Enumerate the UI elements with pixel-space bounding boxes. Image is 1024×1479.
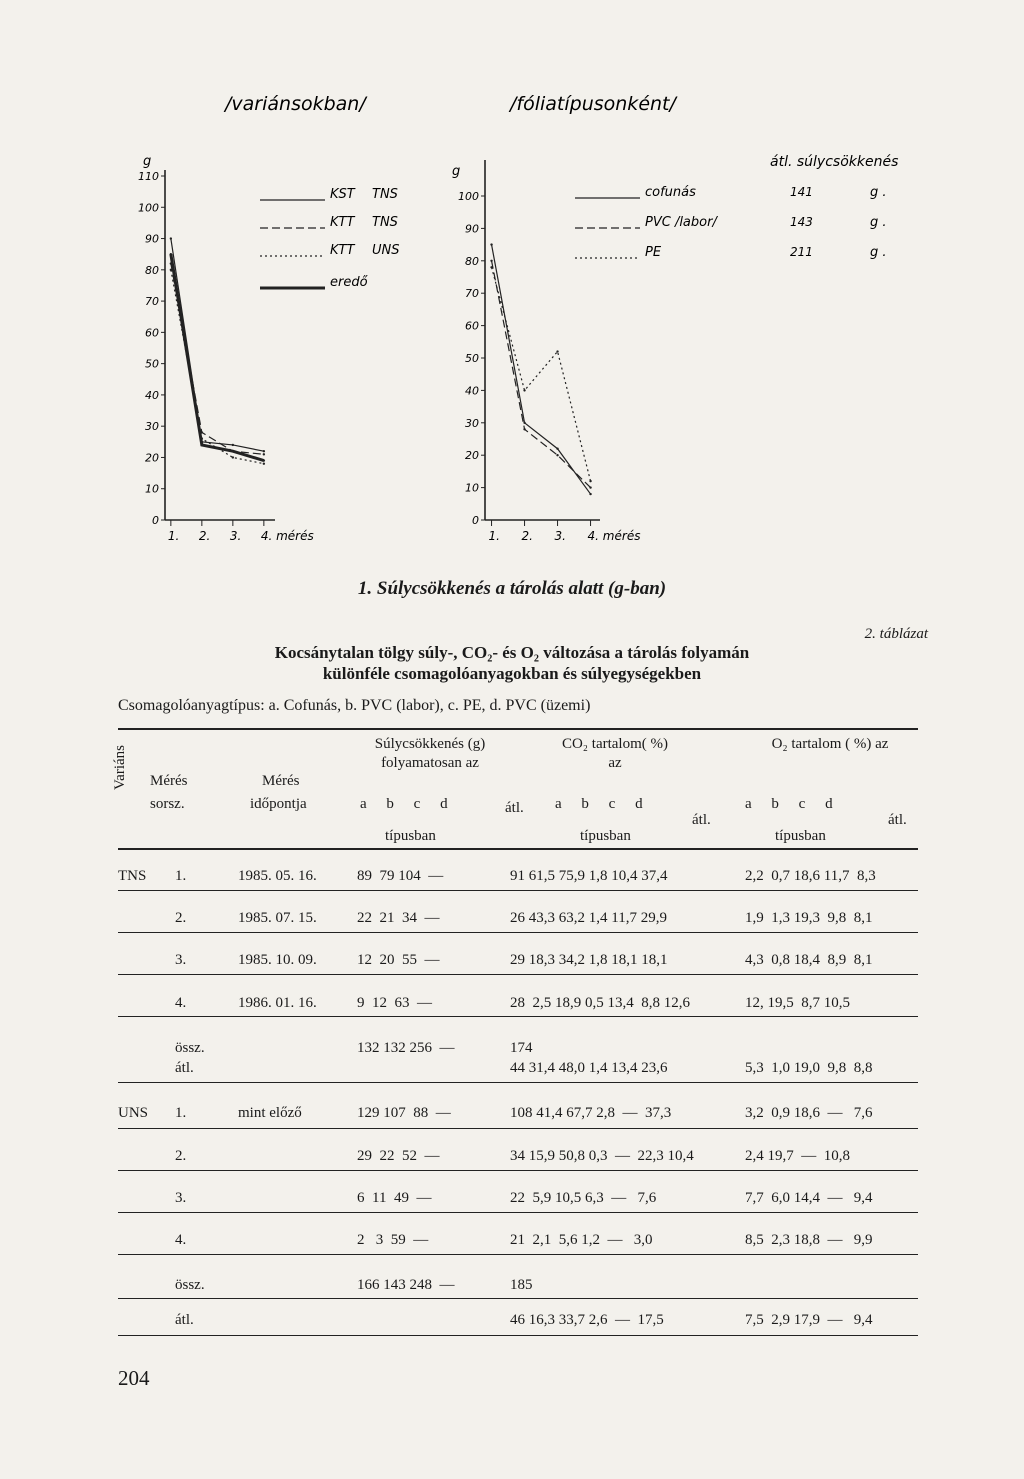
series-line (492, 267, 591, 481)
row-no: 3. (175, 1190, 187, 1206)
header-o2-1: O₂ tartalom ( %) az (771, 736, 889, 752)
chart2-title: /fóliatípusonként/ (510, 93, 676, 115)
legend-name: PVC /labor/ (645, 215, 717, 230)
legend-variant: TNS (372, 187, 398, 202)
data-point (263, 450, 265, 452)
y-tick-label: 90 (465, 222, 479, 236)
header-weight-abcd: a b c d (360, 796, 448, 812)
row-o2: 7,5 2,9 17,9 — 9,4 (745, 1312, 873, 1328)
row-o2: 8,5 2,3 18,8 — 9,9 (745, 1232, 873, 1248)
chart1-title: /variánsokban/ (225, 93, 366, 115)
row-o2: 5,3 1,0 19,0 9,8 8,8 (745, 1060, 873, 1076)
x-tick-label: 3. (229, 529, 242, 543)
y-tick-label: 0 (152, 514, 159, 527)
page-number: 204 (118, 1366, 150, 1390)
y-tick-label: 10 (145, 482, 159, 496)
row-weight: 6 11 49 — (357, 1190, 432, 1206)
legend-name: PE (645, 245, 662, 260)
row-no: össz. (175, 1277, 205, 1293)
row-weight: 166 143 248 — (357, 1277, 455, 1293)
legend-code: KTT (330, 243, 355, 258)
legend-variant: UNS (372, 243, 400, 258)
legend-value: 141 (790, 185, 813, 199)
y-tick-label: 60 (145, 326, 159, 340)
y-tick-label: 70 (145, 295, 159, 309)
data-point (232, 450, 234, 452)
y-tick-label: 110 (138, 170, 159, 183)
header-sorsz: sorsz. (150, 796, 185, 812)
legend-unit: g . (870, 245, 887, 260)
chart-variants (138, 93, 400, 543)
y-tick-label: 100 (458, 190, 479, 203)
header-weight-tipusban: típusban (385, 828, 436, 844)
row-no: átl. (175, 1060, 194, 1076)
header-idopont: időpontja (250, 796, 307, 812)
legend-unit: g . (870, 185, 887, 200)
series-line (492, 261, 591, 488)
row-co2: 21 2,1 5,6 1,2 — 3,0 (510, 1232, 653, 1248)
row-weight: 129 107 88 — (357, 1105, 451, 1121)
y-tick-label: 0 (472, 514, 479, 527)
data-point (523, 389, 525, 391)
series-line (171, 264, 264, 455)
data-point (523, 422, 525, 424)
y-tick-label: 100 (138, 201, 159, 215)
header-o2-tipusban: típusban (775, 828, 826, 844)
header-o2-abcd: a b c d (745, 796, 833, 812)
series-line (492, 245, 591, 494)
row-no: 2. (175, 1148, 187, 1164)
row-weight: 29 22 52 — (357, 1148, 440, 1164)
row-weight: 22 21 34 — (357, 910, 440, 926)
row-co2: 185 (510, 1277, 533, 1293)
header-co2-tipusban: típusban (580, 828, 631, 844)
row-date: 1985. 10. 09. (238, 952, 317, 968)
row-no: 1. (175, 1105, 187, 1121)
legend-variant: TNS (372, 215, 398, 230)
table-top-rule (118, 728, 918, 730)
row-no: össz. (175, 1040, 205, 1056)
y-tick-label: 90 (145, 232, 159, 246)
header-co2-atl: átl. (692, 812, 711, 828)
row-rule (118, 974, 918, 975)
row-date: mint előző (238, 1105, 302, 1121)
figure-charts (0, 0, 1024, 560)
x-tick-label: 4. mérés (587, 529, 641, 543)
row-variant: TNS (118, 868, 147, 884)
row-o2: 3,2 0,9 18,6 — 7,6 (745, 1105, 873, 1121)
row-o2: 12, 19,5 8,7 10,5 (745, 995, 850, 1011)
table-header-rule (118, 848, 918, 850)
data-point (263, 463, 265, 465)
x-tick-label: 1. (488, 529, 501, 543)
table-title-line1: Kocsánytalan tölgy súly-, CO₂- és O₂ változása a tárolás folyamán (274, 643, 750, 662)
data-point (556, 350, 558, 352)
row-co2: 29 18,3 34,2 1,8 18,1 18,1 (510, 952, 668, 968)
chart1-unit: g (143, 154, 152, 169)
row-date: 1986. 01. 16. (238, 995, 317, 1011)
data-point (263, 459, 265, 461)
row-rule (118, 1254, 918, 1255)
row-co2: 46 16,3 33,7 2,6 — 17,5 (510, 1312, 664, 1328)
row-no: 2. (175, 910, 187, 926)
row-o2: 1,9 1,3 19,3 9,8 8,1 (745, 910, 873, 926)
data-point (589, 493, 591, 495)
row-weight: 2 3 59 — (357, 1232, 429, 1248)
row-o2: 2,4 19,7 — 10,8 (745, 1148, 850, 1164)
legend-value: 211 (790, 245, 813, 259)
y-tick-label: 30 (145, 420, 159, 434)
data-point (170, 237, 172, 239)
figure-caption: 1. Súlycsökkenés a tárolás alatt (g-ban) (357, 578, 667, 599)
data-point (170, 253, 172, 255)
row-o2: 7,7 6,0 14,4 — 9,4 (745, 1190, 873, 1206)
series-line (171, 254, 264, 460)
legend-variant: eredő (330, 275, 368, 290)
row-co2: 91 61,5 75,9 1,8 10,4 37,4 (510, 868, 668, 884)
row-rule (118, 1335, 918, 1336)
packaging-types: Csomagolóanyagtípus: a. Cofunás, b. PVC (labor), c. PE, d. PVC (üzemi) (118, 697, 591, 714)
header-weight-atl: átl. (505, 800, 524, 816)
row-weight: 12 20 55 — (357, 952, 440, 968)
x-tick-label: 4. mérés (260, 529, 314, 543)
data-point (263, 453, 265, 455)
row-rule (118, 1128, 918, 1129)
x-tick-label: 2. (521, 529, 534, 543)
row-rule (118, 1082, 918, 1083)
x-tick-label: 3. (554, 529, 567, 543)
row-no: 4. (175, 1232, 187, 1248)
table-number: 2. táblázat (864, 626, 928, 642)
row-weight: 9 12 63 — (357, 995, 432, 1011)
row-rule (118, 1170, 918, 1171)
legend-code: KST (330, 187, 355, 202)
data-point (201, 444, 203, 446)
row-o2: 2,2 0,7 18,6 11,7 8,3 (745, 868, 876, 884)
data-point (556, 454, 558, 456)
header-variant: Variáns (112, 745, 128, 790)
header-co2-2: az (608, 755, 622, 771)
y-tick-label: 40 (145, 388, 159, 402)
y-tick-label: 50 (465, 352, 479, 365)
row-rule (118, 1016, 918, 1017)
data-point (232, 444, 234, 446)
row-date: 1985. 05. 16. (238, 868, 317, 884)
y-tick-label: 40 (465, 384, 479, 398)
header-weight-2: folyamatosan az (381, 755, 479, 771)
header-co2-1: CO₂ tartalom( %) (561, 736, 669, 752)
row-co2: 22 5,9 10,5 6,3 — 7,6 (510, 1190, 657, 1206)
y-tick-label: 70 (465, 287, 479, 301)
data-point (523, 428, 525, 430)
chart-film-types (452, 93, 898, 543)
data-point (589, 486, 591, 488)
y-tick-label: 20 (465, 449, 479, 463)
data-point (589, 480, 591, 482)
row-rule (118, 1298, 918, 1299)
row-co2: 28 2,5 18,9 0,5 13,4 8,8 12,6 (510, 995, 690, 1011)
header-co2-abcd: a b c d (555, 796, 643, 812)
legend-code: KTT (330, 215, 355, 230)
y-tick-label: 80 (145, 263, 159, 277)
row-rule (118, 932, 918, 933)
chart2-unit: g (452, 164, 461, 179)
row-co2: 108 41,4 67,7 2,8 — 37,3 (510, 1105, 672, 1121)
y-tick-label: 30 (465, 416, 479, 430)
row-no: 3. (175, 952, 187, 968)
data-point (490, 266, 492, 268)
row-weight: 89 79 104 — (357, 868, 444, 884)
row-variant: UNS (118, 1105, 149, 1121)
row-no: átl. (175, 1312, 194, 1328)
row-rule (118, 890, 918, 891)
chart2-legend-header: átl. súlycsökkenés (770, 154, 899, 170)
row-o2: 4,3 0,8 18,4 8,9 8,1 (745, 952, 873, 968)
row-co2: 26 43,3 63,2 1,4 11,7 29,9 (510, 910, 667, 926)
data-point (556, 448, 558, 450)
row-rule (118, 1212, 918, 1213)
y-tick-label: 10 (465, 481, 479, 495)
data-point (232, 456, 234, 458)
row-weight: 132 132 256 — (357, 1040, 455, 1056)
x-tick-label: 1. (167, 529, 180, 543)
y-tick-label: 80 (465, 254, 479, 268)
y-tick-label: 50 (145, 357, 159, 371)
data-point (490, 243, 492, 245)
data-point (490, 260, 492, 262)
row-co2: 44 31,4 48,0 1,4 13,4 23,6 (510, 1060, 668, 1076)
header-meres-date: Mérés (262, 773, 300, 789)
series-line (171, 270, 264, 464)
row-co2: 34 15,9 50,8 0,3 — 22,3 10,4 (510, 1148, 694, 1164)
y-tick-label: 20 (145, 451, 159, 465)
x-tick-label: 2. (198, 529, 211, 543)
row-no: 1. (175, 868, 187, 884)
row-date: 1985. 07. 15. (238, 910, 317, 926)
table-title-line2: különféle csomagolóanyagokban és súlyegységekben (322, 664, 702, 683)
row-co2: 174 (510, 1040, 533, 1056)
header-o2-atl: átl. (888, 812, 907, 828)
data-point (170, 269, 172, 271)
legend-name: cofunás (645, 185, 696, 200)
legend-value: 143 (790, 215, 813, 229)
header-meres-no: Mérés (150, 773, 188, 789)
legend-unit: g . (870, 215, 887, 230)
row-no: 4. (175, 995, 187, 1011)
header-weight-1: Súlycsökkenés (g) (374, 736, 486, 752)
y-tick-label: 60 (465, 319, 479, 333)
